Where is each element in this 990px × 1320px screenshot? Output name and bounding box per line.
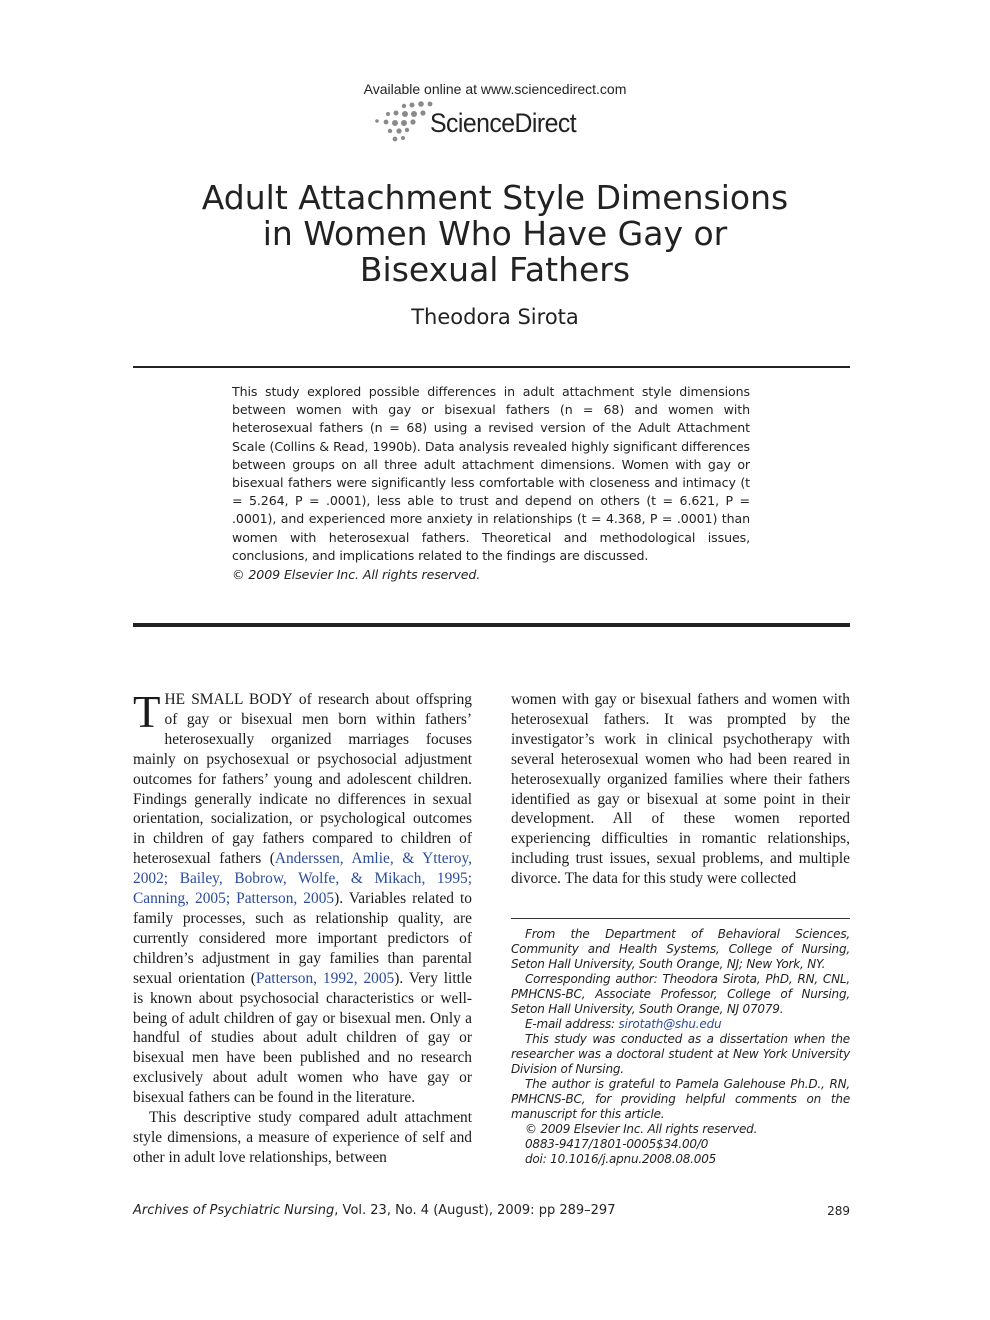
drop-cap: T [133,687,161,737]
footnote-email [511,1017,850,1032]
sciencedirect-logo-text: ScienceDirect [430,108,577,138]
abstract-text: This study explored possible differences in adult attachment style dimensions between women with gay or bisexual fathers (n = 68) and women with heterosexual fathers (n = 68) using a revised version of the Adult Attachment Scale (Collins & Read, 1990b). Data analysis revealed highly significant differences between groups on all three adult attachment dimensions. Women with gay or bisexual fathers were significantly less comfortable with closeness and intimacy (t = 5.264, P = .0001), less able to trust and depend on others (t = 6.621, P = .0001), and experienced more anxiety in relationships (t = 4.368, P = .0001) than women with heterosexual fathers. Theoretical and methodological issues, conclusions, and implications related to the findings are discussed. [232,384,750,563]
abstract-bottom-rule [133,623,850,627]
page-number: 289 [827,1204,850,1218]
abstract [232,383,750,584]
title-line-2: in Women Who Have Gay or [262,214,728,253]
sciencedirect-dots-icon [374,100,434,144]
footnote-issn: 0883-9417/1801-0005$34.00/0 [525,1137,709,1151]
abstract-copyright: © 2009 Elsevier Inc. All rights reserved. [232,567,481,583]
paragraph-1-part-a: of research about offspring of gay or bisexual men born within fathers’ heterosexually organized marriages focuses mainly on psychosexual or psychosocial adjustment outcomes for fathers’ young and adolescent children. Findings generally indicate no differences in sexual orientation, socialization, or psychological outcomes in children of gay fathers compared to children of heterosexual fathers ( [133,691,472,868]
sciencedirect-logo [374,100,614,144]
title-line-3: Bisexual Fathers [359,250,631,289]
author-name: Theodora Sirota [411,305,579,329]
email-label: E-mail address: [525,1017,619,1031]
email-link[interactable]: sirotath@shu.edu [618,1017,722,1031]
footnote-doi: doi: 10.1016/j.apnu.2008.08.005 [525,1152,717,1166]
paragraph-2-continued: women with gay or bisexual fathers and women with heterosexual fathers. It was prompted by the investigator’s work in clinical psychotherapy with several heterosexual women who had been reared in heterosexually organized families where their fathers identified as gay or bisexual at some point in their development. All of these women reported experiencing difficulties in romantic relationships, including trust issues, sexual problems, and multiple divorce. The data for this study were collected [511,691,850,888]
footnote-thanks: The author is grateful to Pamela Galehouse Ph.D., RN, PMHCNS-BC, for providing helpful comments on the manuscript for this article. [511,1077,850,1121]
abstract-top-rule [133,366,850,368]
paragraph-2-start: This descriptive study compared adult attachment style dimensions, a measure of experience of self and other in adult love relationships, between [133,1109,472,1166]
citation-link[interactable]: Patterson, 1992, 2005 [255,969,395,987]
body-column-right [511,690,850,889]
journal-details: , Vol. 23, No. 4 (August), 2009: pp 289–297 [334,1203,616,1218]
footnote-corresponding: Corresponding author: Theodora Sirota, PhD, RN, CNL, PMHCNS-BC, Associate Professor, College of Nursing, Seton Hall University, South Orange, NJ 07079. [511,972,850,1016]
opening-smallcaps: HE SMALL BODY [164,691,293,708]
article-title [0,180,990,288]
body-column-left [133,687,473,1168]
paragraph-1-part-c: ). Very little is known about psychosocial characteristics or well-being of adult children of gay or bisexual men. Only a handful of studies about adult children of gay or bisexual men have been published and no research exclusively about adult women who have gay or bisexual fathers can be found in the literature. [133,969,472,1107]
footnote-rule [511,918,850,919]
citation-link[interactable]: Anderssen, Amlie, & Ytteroy, 2002; Bailey, Bobrow, Wolfe, & Mikach, 1995; Canning, 2005; Patterson, 2005 [133,850,472,908]
footnote-affiliation: From the Department of Behavioral Sciences, Community and Health Systems, College of Nursing, Seton Hall University, South Orange, NJ; New York, NY. [511,927,850,971]
paragraph-1-part-b: ). Variables related to family processes, such as relationship quality, are currently considered more important predictors of children’s adjustment in gay families than parental sexual orientation ( [133,890,473,987]
footnote-copyright: © 2009 Elsevier Inc. All rights reserved. [525,1122,758,1136]
title-line-1: Adult Attachment Style Dimensions [201,178,789,217]
journal-citation [133,1203,615,1218]
journal-name: Archives of Psychiatric Nursing [133,1203,335,1218]
footnote-dissertation: This study was conducted as a dissertation when the researcher was a doctoral student at New York University Division of Nursing. [511,1032,850,1076]
available-online-text: Available online at www.sciencedirect.com [363,81,627,97]
footnotes [511,927,850,1167]
